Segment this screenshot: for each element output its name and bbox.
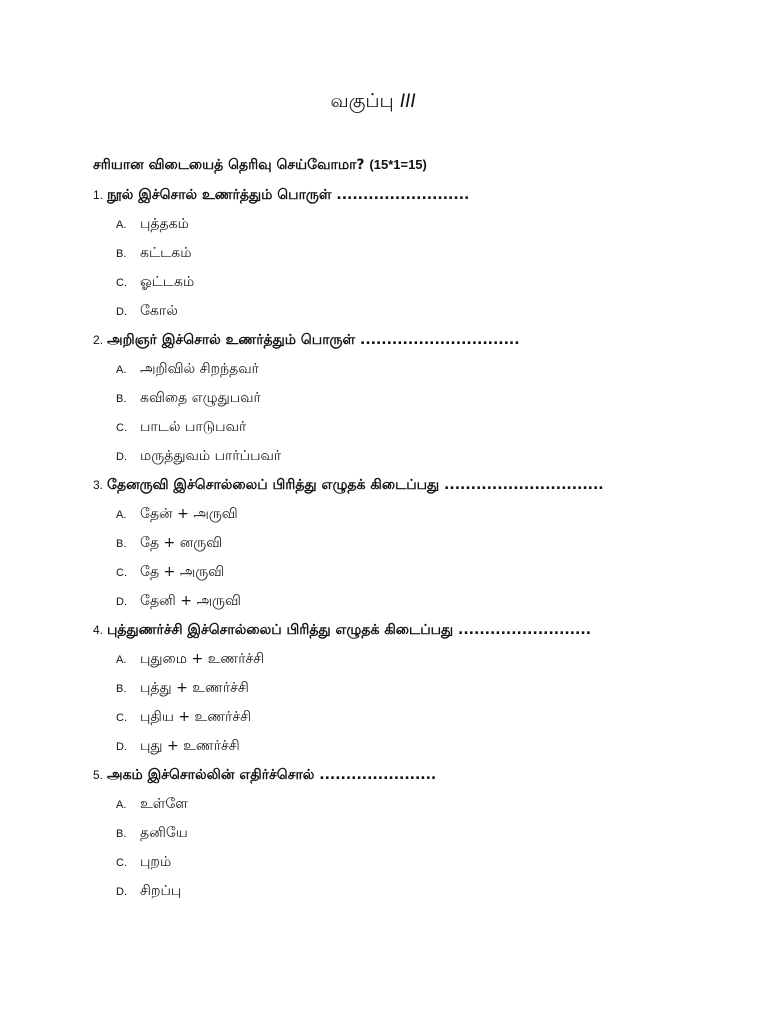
option-3d — [116, 593, 241, 611]
question-text: அறிஞர் இச்சொல் உணர்த்தும் பொருள் .............................. — [107, 332, 520, 348]
option-5a — [116, 796, 188, 814]
option-letter: B. — [116, 683, 127, 695]
question-3 — [93, 477, 604, 495]
question-text: நூல் இச்சொல் உணர்த்தும் பொருள் ......................... — [107, 187, 470, 203]
option-4c — [116, 709, 251, 727]
option-5b — [116, 825, 188, 843]
option-text: தேன் + அருவி — [140, 506, 238, 522]
option-1d — [116, 303, 178, 321]
option-text: புதுமை + உணர்ச்சி — [140, 651, 265, 667]
option-text: மருத்துவம் பார்ப்பவர் — [140, 448, 282, 464]
option-3b — [116, 535, 222, 553]
option-letter: A. — [116, 364, 127, 376]
option-text: உள்ளே — [140, 796, 188, 812]
option-text: ஓட்டகம் — [140, 274, 195, 290]
option-text: தேனி + அருவி — [140, 593, 241, 609]
section-heading — [93, 157, 427, 175]
option-text: புத்து + உணர்ச்சி — [140, 680, 249, 696]
option-letter: B. — [116, 828, 127, 840]
option-letter: A. — [116, 219, 127, 231]
option-1a — [116, 216, 189, 234]
question-number: 5. — [93, 768, 104, 782]
option-letter: C. — [116, 422, 127, 434]
question-5 — [93, 767, 436, 785]
option-letter: C. — [116, 712, 127, 724]
option-text: புறம் — [140, 854, 172, 870]
option-5c — [116, 854, 171, 872]
option-text: தே + அருவி — [140, 564, 225, 580]
title-class-number: III — [399, 91, 416, 112]
question-2 — [93, 332, 520, 350]
option-text: புத்தகம் — [140, 216, 189, 232]
option-letter: A. — [116, 509, 127, 521]
question-text: புத்துணர்ச்சி இச்சொல்லைப் பிரித்து எழுதக் கிடைப்பது ......................... — [107, 622, 592, 638]
option-text: பாடல் பாடுபவர் — [140, 419, 247, 435]
option-4a — [116, 651, 264, 669]
title-word: வகுப்பு — [330, 90, 394, 112]
option-letter: D. — [116, 451, 127, 463]
option-1c — [116, 274, 194, 292]
question-number: 4. — [93, 623, 104, 637]
question-4 — [93, 622, 591, 640]
option-letter: D. — [116, 596, 127, 608]
question-text: தேனருவி இச்சொல்லைப் பிரித்து எழுதக் கிடைப்பது .............................. — [107, 477, 604, 493]
option-text: புது + உணர்ச்சி — [140, 738, 240, 754]
option-2d — [116, 448, 281, 466]
option-text: தனியே — [140, 825, 188, 841]
option-text: தே + னருவி — [140, 535, 223, 551]
option-2c — [116, 419, 246, 437]
option-text: கட்டகம் — [140, 245, 192, 261]
heading-marks: (15*1=15) — [369, 157, 427, 172]
question-number: 1. — [93, 188, 104, 202]
question-text: அகம் இச்சொல்லின் எதிர்ச்சொல் ...................... — [107, 767, 437, 783]
option-4d — [116, 738, 240, 756]
option-letter: C. — [116, 857, 127, 869]
option-letter: A. — [116, 654, 127, 666]
option-text: அறிவில் சிறந்தவர் — [140, 361, 259, 377]
option-text: கவிதை எழுதுபவர் — [140, 390, 261, 406]
option-2a — [116, 361, 259, 379]
option-letter: D. — [116, 886, 127, 898]
option-5d — [116, 883, 181, 901]
option-letter: D. — [116, 741, 127, 753]
option-letter: C. — [116, 567, 127, 579]
option-3a — [116, 506, 238, 524]
question-number: 3. — [93, 478, 104, 492]
option-letter: D. — [116, 306, 127, 318]
option-letter: B. — [116, 538, 127, 550]
option-3c — [116, 564, 224, 582]
question-number: 2. — [93, 333, 104, 347]
heading-text: சரியான விடையைத் தெரிவு செய்வோமா? — [93, 157, 365, 173]
option-text: சிறப்பு — [140, 883, 182, 899]
option-letter: B. — [116, 393, 127, 405]
option-1b — [116, 245, 191, 263]
option-letter: B. — [116, 248, 127, 260]
option-letter: C. — [116, 277, 127, 289]
page-title — [0, 90, 746, 115]
option-letter: A. — [116, 799, 127, 811]
option-2b — [116, 390, 261, 408]
option-text: புதிய + உணர்ச்சி — [140, 709, 252, 725]
option-text: கோல் — [140, 303, 178, 319]
option-4b — [116, 680, 249, 698]
question-1 — [93, 187, 469, 205]
